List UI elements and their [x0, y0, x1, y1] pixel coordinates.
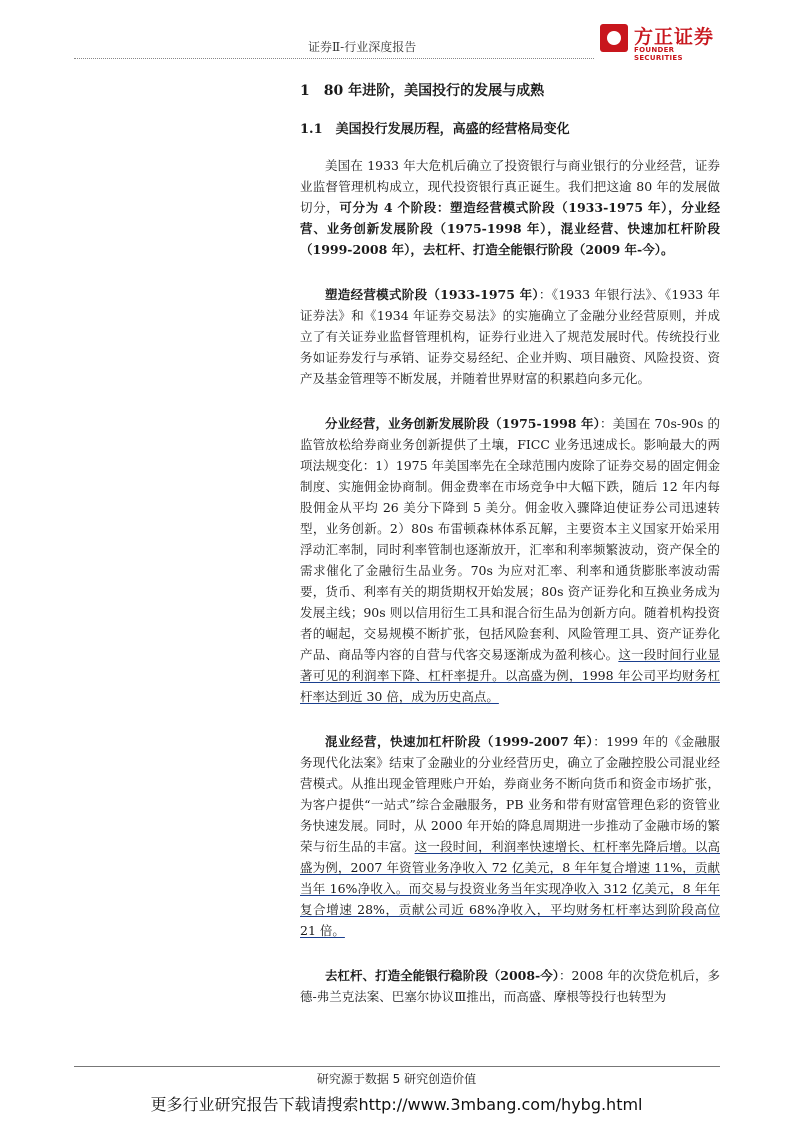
intro-text: 美国在 1933 年大危机后确立了投资银行与商业银行的分业经营，证券业监督管理机构成立，现代投资银行真正诞生。我们把这逾 80 年的发展做切分，: [300, 158, 720, 215]
download-promo-link[interactable]: 更多行业研究报告下载请搜索http://www.3mbang.com/hybg.html: [150, 1095, 643, 1114]
stage3-text: ：1999 年的《金融服务现代化法案》结束了金融业的分业经营历史，确立了金融控股公司混业经营模式。从推出现金管理账户开始，券商业务不断向货币和资金市场扩张，为客户提供“一站式”综合金融服务，PB 业务和带有财富管理色彩的资管业务快速发展。同时，从 2000 年开始的降息周期进一步推动了金融市场的繁荣与衍生品的丰富。: [300, 734, 720, 854]
stage2-title: 分业经营，业务创新发展阶段（1975-1998 年）: [325, 416, 600, 431]
logo-english-name: FOUNDER SECURITIES: [634, 46, 683, 62]
intro-paragraph: [300, 155, 720, 260]
logo-chinese-name: 方正证券: [634, 26, 715, 48]
stage2-paragraph: [300, 413, 720, 707]
stage4-paragraph: [300, 965, 720, 1007]
stage2-text: ：美国在 70s-90s 的监管放松给券商业务创新提供了土壤，FICC 业务迅速成长。影响最大的两项法规变化：1）1975 年美国率先在全球范围内废除了证券交易的固定佣金制度、实施佣金协商制。佣金费率在市场竞争中大幅下跌，随后 12 年内每股佣金从平均 26 美分下降到 5 美分。佣金收入骤降迫使证券公司迅速转型，业务创新。2）80s 布雷顿森林体系瓦解，主要资本主义国家开始采用浮动汇率制，同时利率管制也逐渐放开，汇率和利率频繁波动，资产保全的需求催化了金融衍生品业务。70s 为应对汇率、利率和通货膨胀率波动需要，货币、利率有关的期货期权开始发展；80s 资产证券化和互换业务成为发展主线；90s 则以信用衍生工具和混合衍生品为创新方向。随着机构投资者的崛起，交易规模不断扩张，包括风险套利、风险管理工具、资产证券化产品、商品等内容的自营与代客交易逐渐成为盈利核心。: [300, 416, 720, 662]
stage4-text: ：2008 年的次贷危机后，多德-弗兰克法案、巴塞尔协议Ⅲ推出，而高盛、摩根等投行也转型为: [300, 968, 720, 1004]
stage1-text: ：《1933 年银行法》、《1933 年证券法》和《1934 年证券交易法》的实施确立了金融分业经营原则，并成立了有关证券业监督管理机构，证券行业进入了规范发展时代。传统投行业务如证券发行与承销、证券交易经纪、企业并购、项目融资、风险投资、资产及基金管理等不断发展，并随着世界财富的积累趋向多元化。: [300, 287, 720, 386]
section-heading: 1 80 年进阶，美国投行的发展与成熟: [300, 83, 545, 99]
report-type-label: 证券Ⅱ-行业深度报告: [308, 40, 417, 54]
header-divider: [74, 58, 594, 59]
stage3-title: 混业经营，快速加杠杆阶段（1999-2007 年）: [325, 734, 594, 749]
stage2-highlight: 这一段时间行业显著可见的利润率下降、杠杆率提升。以高盛为例，1998 年公司平均财务杠杆率达到近 30 倍，成为历史高点。: [300, 647, 720, 704]
footer-divider: [74, 1066, 720, 1067]
founder-logo-icon: [600, 24, 628, 52]
footer-slogan: 研究源于数据 5 研究创造价值: [316, 1072, 477, 1086]
stage4-title: 去杠杆、打造全能银行稳阶段（2008-今）: [325, 968, 560, 983]
subsection-heading: 1.1 美国投行发展历程，高盛的经营格局变化: [300, 122, 570, 137]
founder-logo: [600, 20, 720, 60]
report-body: [300, 80, 720, 1031]
stage3-highlight: 这一段时间，利润率快速增长、杠杆率先降后增。以高盛为例，2007 年资管业务净收入 72 亿美元，8 年年复合增速 11%，贡献当年 16%净收入。而交易与投资业务当年实现净收入 312 亿美元，8 年年复合增速 28%，贡献公司近 68%净收入，平均财务杠杆率达到阶段高位 21 倍。: [300, 839, 720, 938]
stage1-paragraph: [300, 284, 720, 389]
stage3-paragraph: [300, 731, 720, 941]
stage1-title: 塑造经营模式阶段（1933-1975 年）: [325, 287, 539, 302]
intro-stages-summary: 可分为 4 个阶段：塑造经营模式阶段（1933-1975 年），分业经营、业务创新发展阶段（1975-1998 年），混业经营、快速加杠杆阶段（1999-2008 年），去杠杆、打造全能银行阶段（2009 年-今）。: [300, 200, 720, 257]
